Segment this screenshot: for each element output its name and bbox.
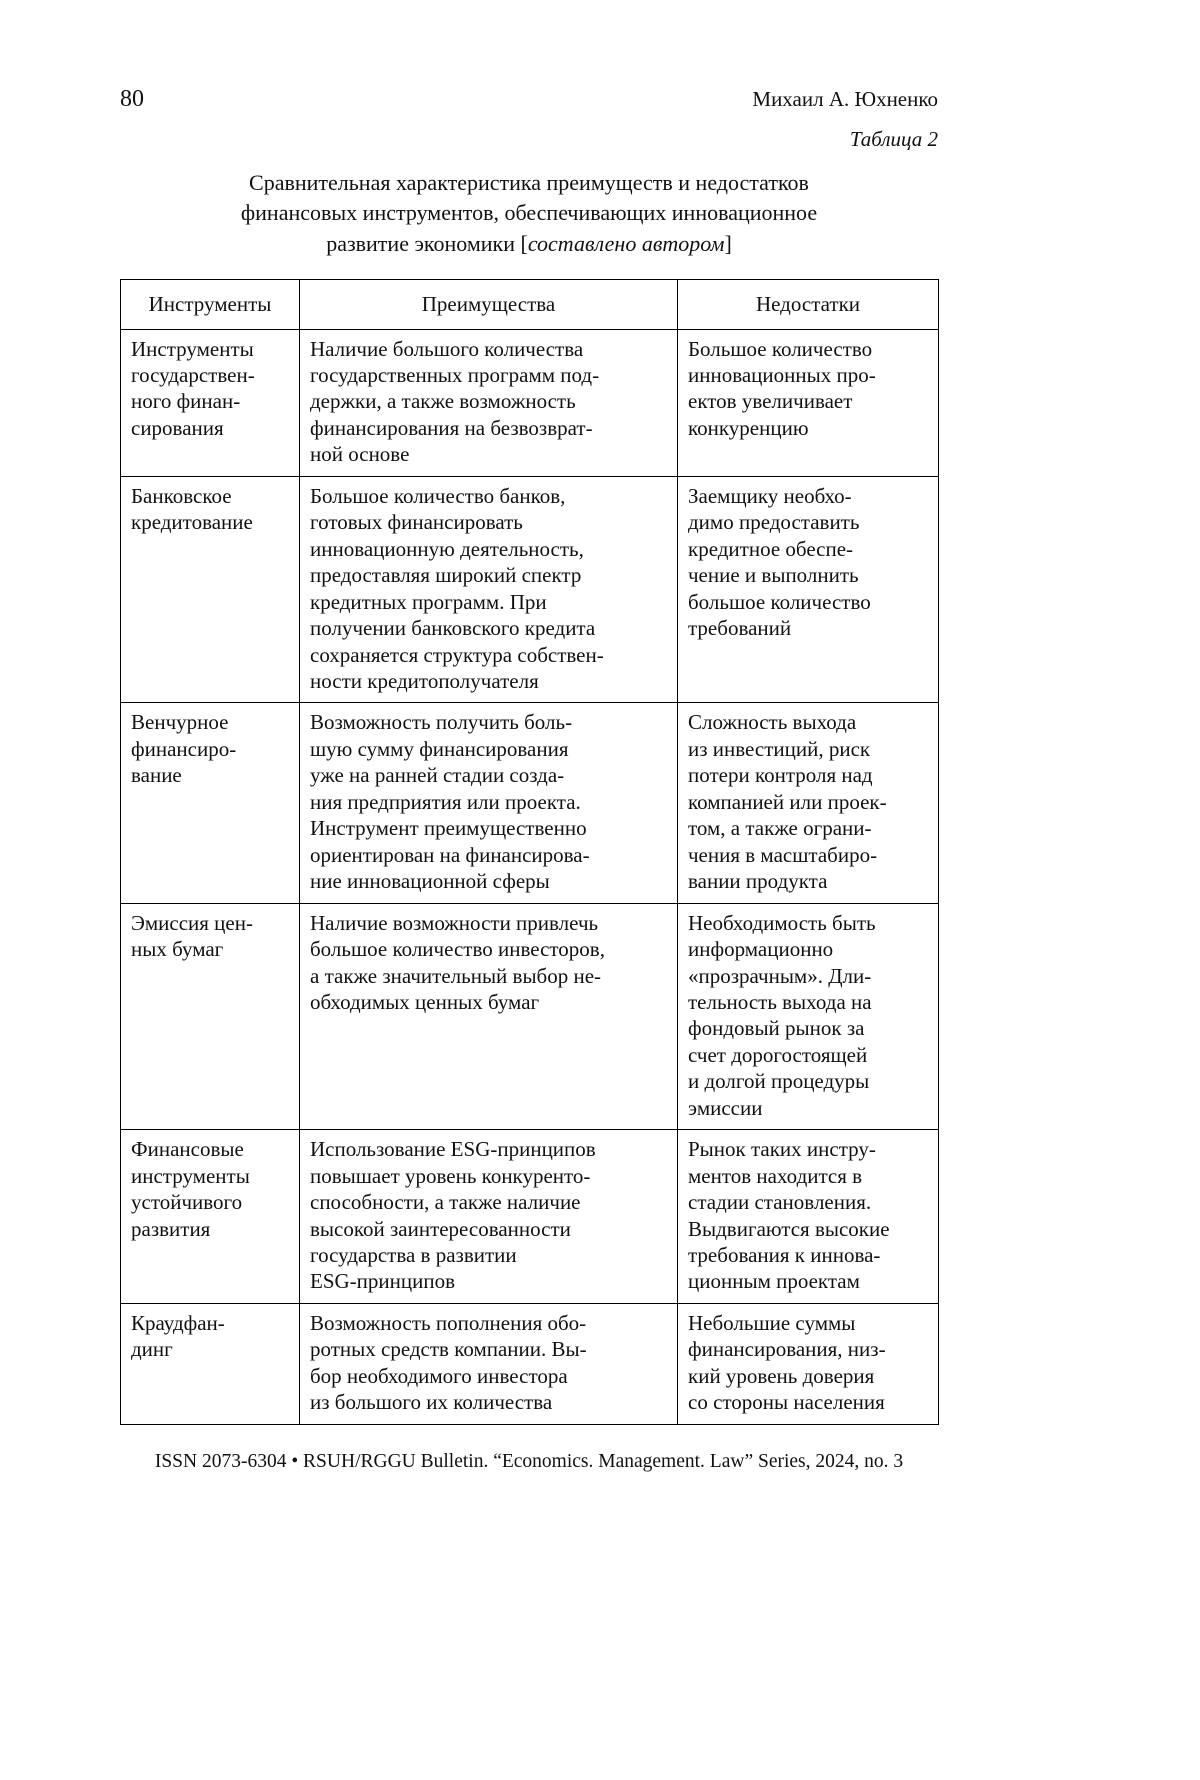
table-title-note: составлено автором	[527, 230, 725, 256]
cell-advantages: Наличие возможности привлечь большое количество инвесторов, а также значительный выбор не- обходимых ценных бумаг	[300, 903, 678, 1130]
table-row	[121, 903, 939, 1130]
cell-disadvantages: Небольшие суммы финансирования, низ- кий уровень доверия со стороны населения	[678, 1303, 939, 1424]
table-row	[121, 703, 939, 903]
cell-disadvantages: Необходимость быть информационно «прозрачным». Дли- тельность выхода на фондовый рынок за счет дорогостоящей и долгой процедуры эмиссии	[678, 903, 939, 1130]
page-footer: ISSN 2073-6304 • RSUH/RGGU Bulletin. “Economics. Management. Law” Series, 2024, no. 3	[154, 1450, 904, 1472]
cell-disadvantages: Большое количество инновационных про- ектов увеличивает конкуренцию	[678, 329, 939, 476]
table-row	[121, 476, 939, 703]
cell-disadvantages: Рынок таких инстру- ментов находится в стадии становления. Выдвигаются высокие требования к иннова- ционным проектам	[678, 1130, 939, 1304]
cell-instrument: Эмиссия цен- ных бумаг	[121, 903, 300, 1130]
cell-advantages: Большое количество банков, готовых финансировать инновационную деятельность, предоставляя широкий спектр кредитных программ. При получении банковского кредита сохраняется структура собствен- ности кредитополучателя	[300, 476, 678, 703]
cell-disadvantages: Заемщику необхо- димо предоставить кредитное обеспе- чение и выполнить большое количество требований	[678, 476, 939, 703]
cell-instrument: Венчурное финансиро- вание	[121, 703, 300, 903]
table-header-row	[121, 280, 939, 329]
cell-instrument: Инструменты государствен- ного финан- сирования	[121, 329, 300, 476]
cell-advantages: Использование ESG-принципов повышает уровень конкуренто- способности, а также наличие высокой заинтересованности государства в развитии ESG-принципов	[300, 1130, 678, 1304]
cell-instrument: Банковское кредитование	[121, 476, 300, 703]
table-title-text: Сравнительная характеристика преимуществ и недостатков финансовых инструментов, обеспечивающих инновационное развитие экономики [	[240, 170, 818, 256]
column-header-advantages: Преимущества	[300, 280, 678, 329]
cell-instrument: Краудфан- динг	[121, 1303, 300, 1424]
column-header-instruments: Инструменты	[121, 280, 300, 329]
cell-advantages: Наличие большого количества государственных программ под- держки, а также возможность финансирования на безвозврат- ной основе	[300, 329, 678, 476]
cell-instrument: Финансовые инструменты устойчивого развития	[121, 1130, 300, 1304]
comparison-table	[120, 279, 939, 1425]
page-number: 80	[120, 86, 144, 112]
cell-advantages: Возможность получить боль- шую сумму финансирования уже на ранней стадии созда- ния предприятия или проекта. Инструмент преимущественно ориентирован на финансирова- ние инновационной сферы	[300, 703, 678, 903]
page-header	[120, 86, 938, 113]
page-content	[120, 86, 938, 1473]
table-title-closing-bracket: ]	[724, 230, 732, 256]
cell-advantages: Возможность пополнения обо- ротных средств компании. Вы- бор необходимого инвестора из большого их количества	[300, 1303, 678, 1424]
table-title	[120, 168, 938, 259]
table-row	[121, 1303, 939, 1424]
table-label: Таблица 2	[849, 127, 938, 151]
table-row	[121, 329, 939, 476]
column-header-disadvantages: Недостатки	[678, 280, 939, 329]
table-row	[121, 1130, 939, 1304]
cell-disadvantages: Сложность выхода из инвестиций, риск потери контроля над компанией или проек- том, а также ограни- чения в масштабиро- вании продукта	[678, 703, 939, 903]
author-name: Михаил А. Юхненко	[752, 87, 938, 111]
